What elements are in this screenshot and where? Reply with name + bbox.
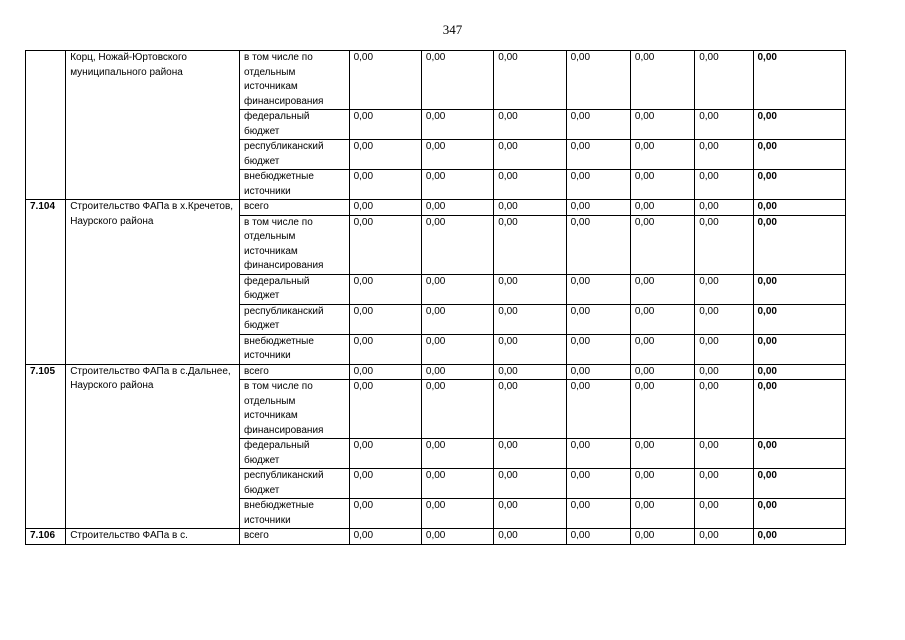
value-cell: 0,00 <box>349 140 421 170</box>
value-cell: 0,00 <box>349 334 421 364</box>
total-cell: 0,00 <box>753 304 846 334</box>
value-cell: 0,00 <box>630 439 694 469</box>
value-cell: 0,00 <box>421 274 493 304</box>
value-cell: 0,00 <box>421 529 493 545</box>
value-cell: 0,00 <box>630 364 694 380</box>
value-cell: 0,00 <box>566 274 630 304</box>
total-cell: 0,00 <box>753 380 846 439</box>
value-cell: 0,00 <box>349 364 421 380</box>
value-cell: 0,00 <box>695 380 753 439</box>
total-cell: 0,00 <box>753 334 846 364</box>
value-cell: 0,00 <box>630 200 694 216</box>
value-cell: 0,00 <box>695 140 753 170</box>
item-number: 7.104 <box>26 200 66 365</box>
total-cell: 0,00 <box>753 364 846 380</box>
table-row <box>26 51 846 110</box>
value-cell: 0,00 <box>695 51 753 110</box>
value-cell: 0,00 <box>695 200 753 216</box>
value-cell: 0,00 <box>421 110 493 140</box>
value-cell: 0,00 <box>630 215 694 274</box>
funding-source: внебюджетные источники <box>240 499 350 529</box>
value-cell: 0,00 <box>349 51 421 110</box>
funding-source: внебюджетные источники <box>240 334 350 364</box>
value-cell: 0,00 <box>421 380 493 439</box>
value-cell: 0,00 <box>349 215 421 274</box>
value-cell: 0,00 <box>421 469 493 499</box>
value-cell: 0,00 <box>349 439 421 469</box>
value-cell: 0,00 <box>630 140 694 170</box>
value-cell: 0,00 <box>566 364 630 380</box>
value-cell: 0,00 <box>421 215 493 274</box>
value-cell: 0,00 <box>494 110 566 140</box>
table-body <box>26 51 846 545</box>
item-name: Строительство ФАПа в с.Дальнее, Наурского района <box>66 364 240 529</box>
value-cell: 0,00 <box>494 170 566 200</box>
value-cell: 0,00 <box>695 529 753 545</box>
page-number: 347 <box>442 22 463 37</box>
total-cell: 0,00 <box>753 215 846 274</box>
value-cell: 0,00 <box>494 200 566 216</box>
value-cell: 0,00 <box>349 304 421 334</box>
value-cell: 0,00 <box>566 439 630 469</box>
table-row <box>26 364 846 380</box>
value-cell: 0,00 <box>695 304 753 334</box>
value-cell: 0,00 <box>695 499 753 529</box>
value-cell: 0,00 <box>494 215 566 274</box>
total-cell: 0,00 <box>753 170 846 200</box>
item-name: Корц, Ножай-Юртовского муниципального района <box>66 51 240 200</box>
item-name: Строительство ФАПа в с. <box>66 529 240 545</box>
funding-source: всего <box>240 529 350 545</box>
value-cell: 0,00 <box>494 140 566 170</box>
value-cell: 0,00 <box>494 380 566 439</box>
value-cell: 0,00 <box>695 110 753 140</box>
value-cell: 0,00 <box>349 499 421 529</box>
funding-source: республиканский бюджет <box>240 140 350 170</box>
value-cell: 0,00 <box>630 499 694 529</box>
value-cell: 0,00 <box>421 499 493 529</box>
value-cell: 0,00 <box>349 529 421 545</box>
value-cell: 0,00 <box>494 364 566 380</box>
value-cell: 0,00 <box>566 380 630 439</box>
value-cell: 0,00 <box>630 304 694 334</box>
item-number <box>26 51 66 200</box>
value-cell: 0,00 <box>695 364 753 380</box>
funding-source: федеральный бюджет <box>240 439 350 469</box>
value-cell: 0,00 <box>566 529 630 545</box>
funding-source: федеральный бюджет <box>240 274 350 304</box>
value-cell: 0,00 <box>630 380 694 439</box>
funding-source: всего <box>240 364 350 380</box>
value-cell: 0,00 <box>494 499 566 529</box>
value-cell: 0,00 <box>421 140 493 170</box>
funding-source: республиканский бюджет <box>240 469 350 499</box>
funding-source: в том числе по отдельным источникам финансирования <box>240 215 350 274</box>
value-cell: 0,00 <box>349 380 421 439</box>
value-cell: 0,00 <box>695 334 753 364</box>
value-cell: 0,00 <box>566 215 630 274</box>
value-cell: 0,00 <box>566 170 630 200</box>
value-cell: 0,00 <box>349 200 421 216</box>
value-cell: 0,00 <box>630 110 694 140</box>
total-cell: 0,00 <box>753 439 846 469</box>
value-cell: 0,00 <box>630 51 694 110</box>
funding-source: федеральный бюджет <box>240 110 350 140</box>
value-cell: 0,00 <box>494 304 566 334</box>
value-cell: 0,00 <box>494 469 566 499</box>
budget-table <box>25 50 846 545</box>
value-cell: 0,00 <box>630 334 694 364</box>
value-cell: 0,00 <box>349 110 421 140</box>
value-cell: 0,00 <box>566 140 630 170</box>
value-cell: 0,00 <box>421 51 493 110</box>
total-cell: 0,00 <box>753 469 846 499</box>
value-cell: 0,00 <box>695 215 753 274</box>
total-cell: 0,00 <box>753 200 846 216</box>
value-cell: 0,00 <box>630 529 694 545</box>
value-cell: 0,00 <box>494 334 566 364</box>
value-cell: 0,00 <box>630 469 694 499</box>
value-cell: 0,00 <box>494 529 566 545</box>
value-cell: 0,00 <box>421 334 493 364</box>
value-cell: 0,00 <box>566 469 630 499</box>
funding-source: в том числе по отдельным источникам финансирования <box>240 380 350 439</box>
value-cell: 0,00 <box>630 170 694 200</box>
funding-source: всего <box>240 200 350 216</box>
value-cell: 0,00 <box>566 51 630 110</box>
value-cell: 0,00 <box>566 200 630 216</box>
value-cell: 0,00 <box>349 274 421 304</box>
funding-source: в том числе по отдельным источникам финансирования <box>240 51 350 110</box>
value-cell: 0,00 <box>566 334 630 364</box>
value-cell: 0,00 <box>695 170 753 200</box>
value-cell: 0,00 <box>349 170 421 200</box>
funding-source: внебюджетные источники <box>240 170 350 200</box>
value-cell: 0,00 <box>494 439 566 469</box>
value-cell: 0,00 <box>630 274 694 304</box>
total-cell: 0,00 <box>753 140 846 170</box>
table-row <box>26 200 846 216</box>
value-cell: 0,00 <box>695 469 753 499</box>
value-cell: 0,00 <box>695 274 753 304</box>
value-cell: 0,00 <box>695 439 753 469</box>
value-cell: 0,00 <box>566 304 630 334</box>
total-cell: 0,00 <box>753 51 846 110</box>
item-number: 7.105 <box>26 364 66 529</box>
value-cell: 0,00 <box>421 439 493 469</box>
value-cell: 0,00 <box>421 364 493 380</box>
item-name: Строительство ФАПа в х.Кречетов, Наурского района <box>66 200 240 365</box>
value-cell: 0,00 <box>494 51 566 110</box>
total-cell: 0,00 <box>753 110 846 140</box>
value-cell: 0,00 <box>421 170 493 200</box>
total-cell: 0,00 <box>753 529 846 545</box>
funding-source: республиканский бюджет <box>240 304 350 334</box>
table-row <box>26 529 846 545</box>
total-cell: 0,00 <box>753 274 846 304</box>
value-cell: 0,00 <box>566 110 630 140</box>
value-cell: 0,00 <box>421 200 493 216</box>
value-cell: 0,00 <box>494 274 566 304</box>
total-cell: 0,00 <box>753 499 846 529</box>
value-cell: 0,00 <box>421 304 493 334</box>
value-cell: 0,00 <box>566 499 630 529</box>
value-cell: 0,00 <box>349 469 421 499</box>
item-number: 7.106 <box>26 529 66 545</box>
